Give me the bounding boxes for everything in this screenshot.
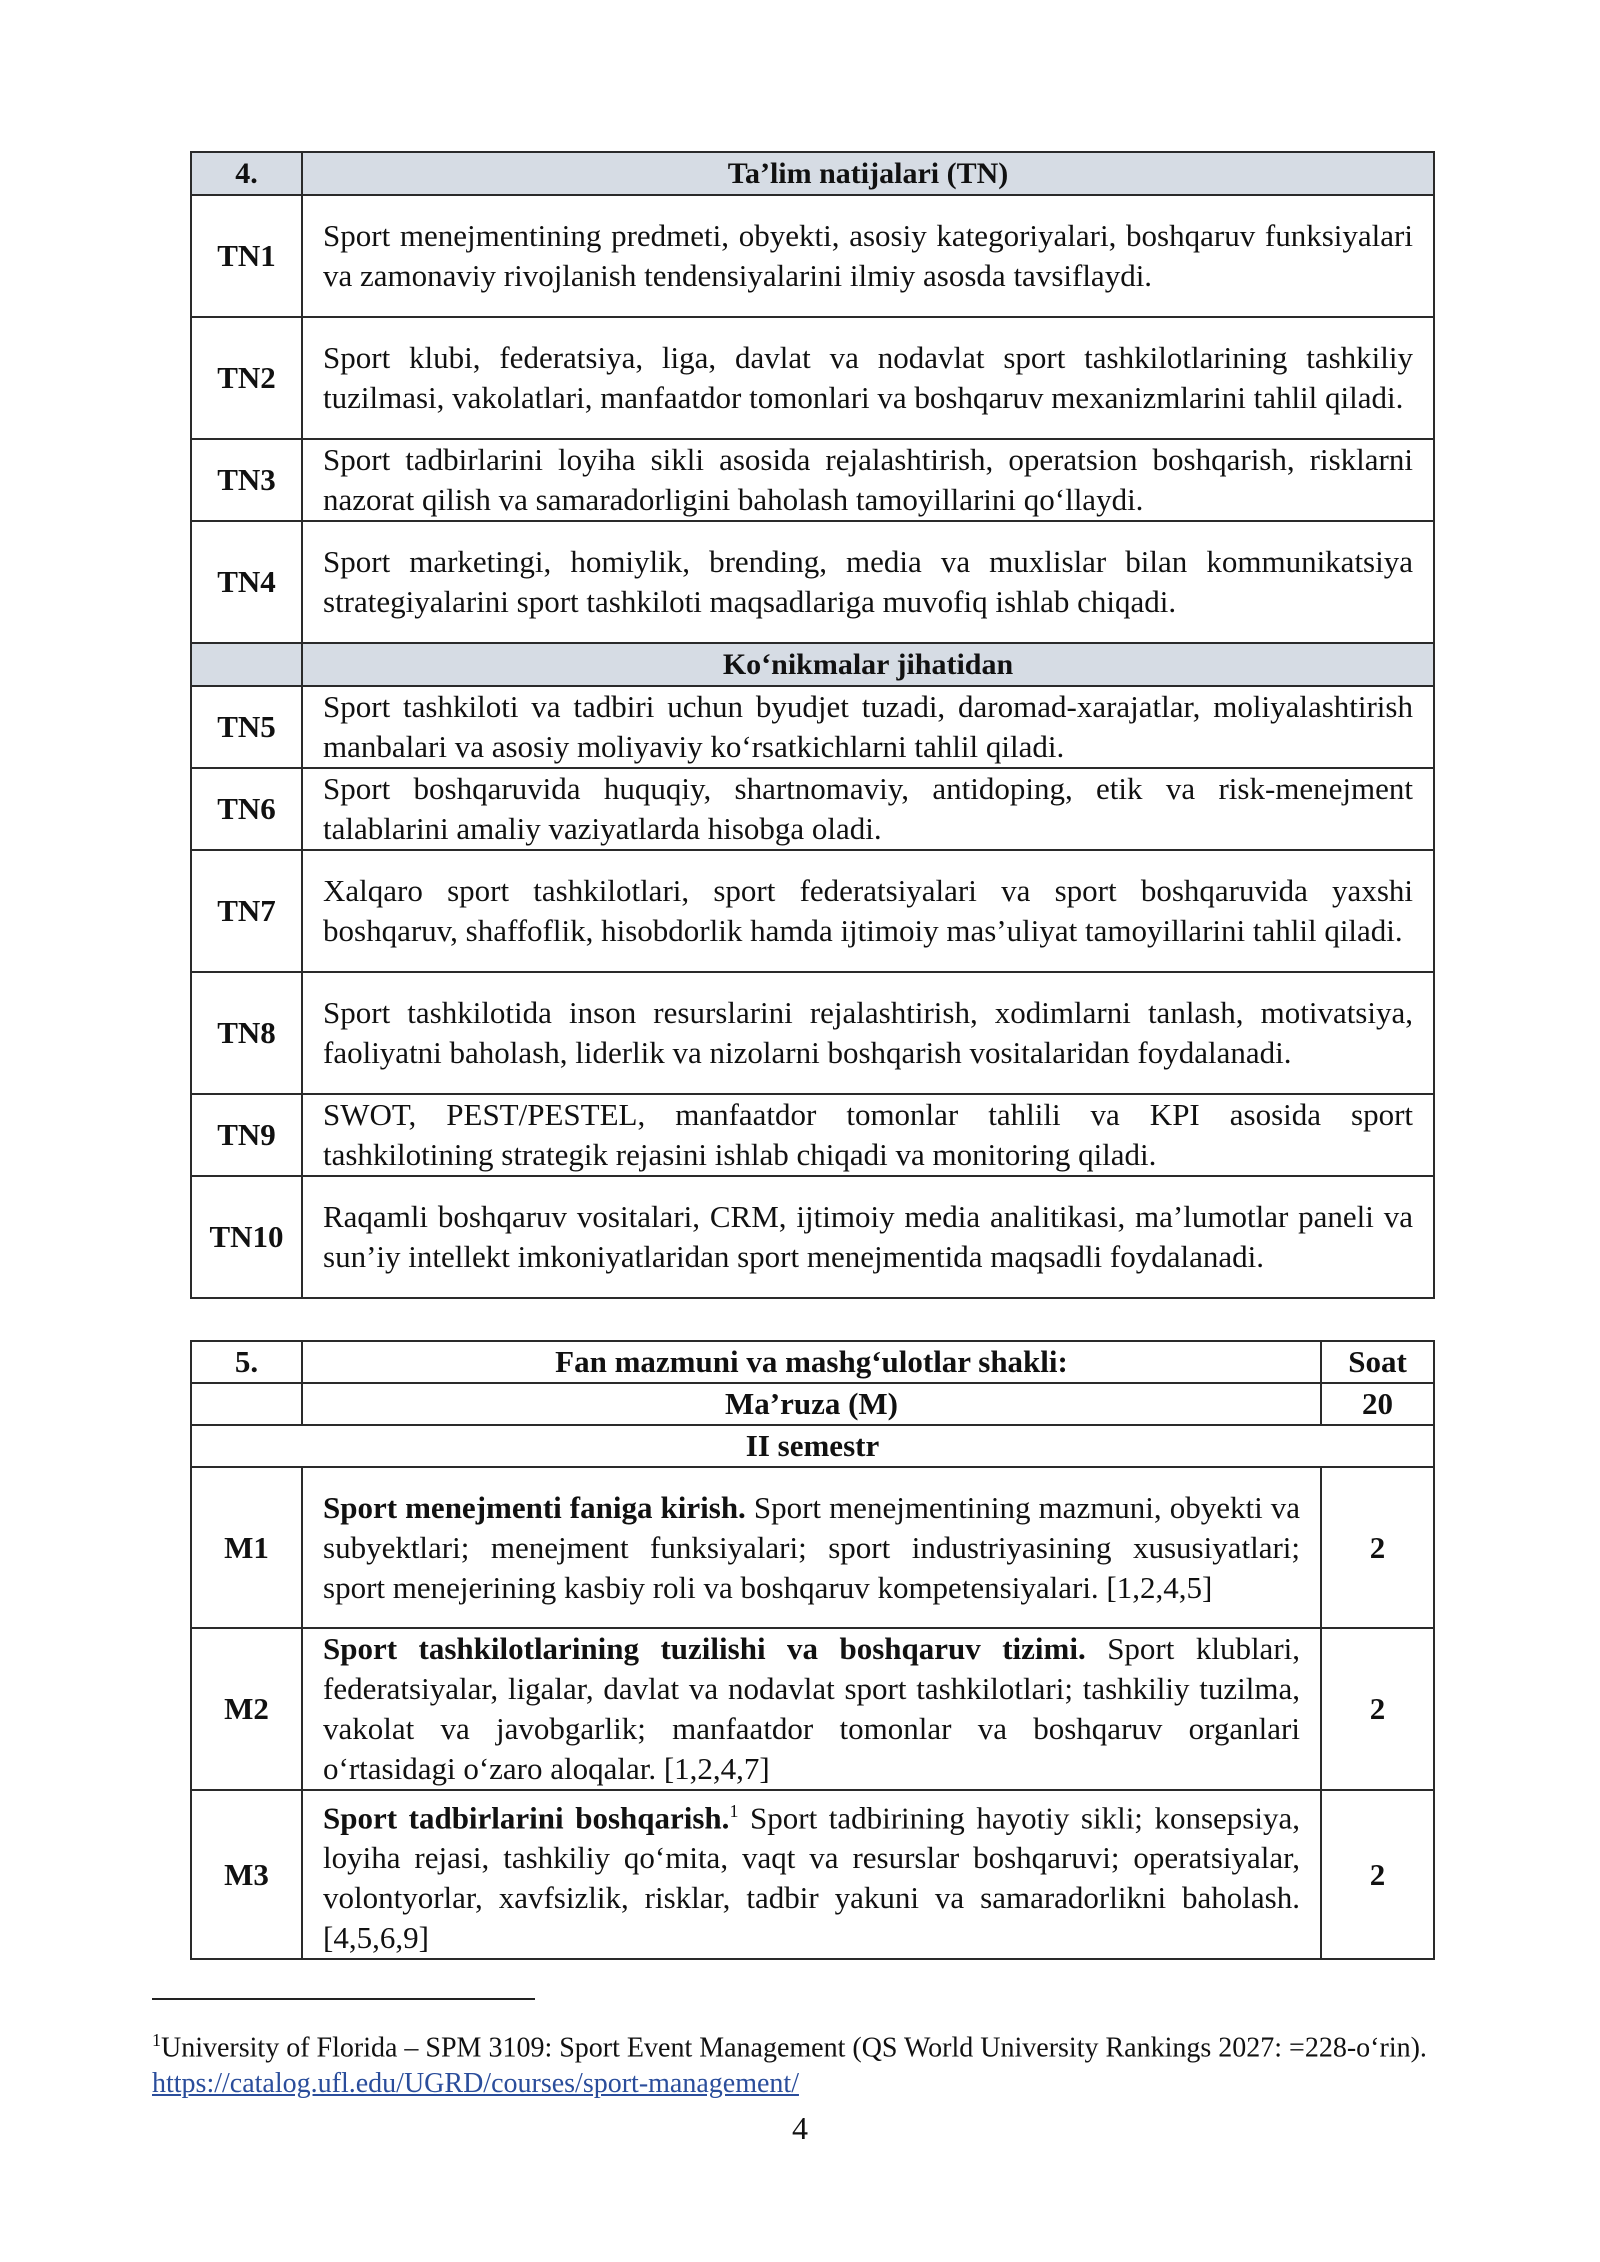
learning-outcomes-table xyxy=(190,151,1435,1299)
lecture-hours-cell: 2 xyxy=(1321,1790,1434,1959)
outcome-text: Sport klubi, federatsiya, liga, davlat va nodavlat sport tashkilotlarining tashkiliy tuzilmasi, vakolatlari, manfaatdor tomonlari va boshqaruv mexanizmlarini tahlil qiladi. xyxy=(302,317,1434,439)
section-title: Ta’lim natijalari (TN) xyxy=(302,152,1434,195)
empty-cell xyxy=(191,643,302,686)
lecture-hours: 20 xyxy=(1321,1383,1434,1425)
outcome-text: Sport tashkiloti va tadbiri uchun byudjet tuzadi, daromad-xarajatlar, moliyalashtirish manbalari va asosiy moliyaviy ko‘rsatkichlarni tahlil qiladi. xyxy=(302,686,1434,768)
outcome-text: Sport tashkilotida inson resurslarini rejalashtirish, xodimlarni tanlash, motivatsiya, faoliyatni baholash, liderlik va nizolarni boshqarish vositalaridan foydalanadi. xyxy=(302,972,1434,1094)
lecture-hours-cell: 2 xyxy=(1321,1628,1434,1790)
outcome-code: TN5 xyxy=(191,686,302,768)
outcome-text: Sport boshqaruvida huquqiy, shartnomaviy, antidoping, etik va risk-menejment talablarini amaliy vaziyatlarda hisobga oladi. xyxy=(302,768,1434,850)
outcome-code: TN4 xyxy=(191,521,302,643)
table-row xyxy=(191,439,1434,521)
footnote-text: University of Florida – SPM 3109: Sport Event Management (QS World University Rankings 2027: =228-o‘rin). xyxy=(161,2032,1427,2064)
lecture-body: Sport tadbirining hayotiy sikli; konsepsiya, loyiha rejasi, tashkiliy qo‘mita, vaqt va resurslar boshqaruvi; operatsiyalar, volontyorlar, xavfsizlik, risklar, tadbir yakuni va samaradorlikni baholash. [4,5,6,9] xyxy=(323,1800,1300,1956)
lecture-title: Sport tashkilotlarining tuzilishi va boshqaruv tizimi. xyxy=(323,1631,1086,1666)
lecture-label: Ma’ruza (M) xyxy=(302,1383,1321,1425)
outcome-text: Xalqaro sport tashkilotlari, sport federatsiyalari va sport boshqaruvida yaxshi boshqaruv, shaffoflik, hisobdorlik hamda ijtimoiy mas’uliyat tamoyillarini tahlil qiladi. xyxy=(302,850,1434,972)
footnote-link[interactable]: https://catalog.ufl.edu/UGRD/courses/sport-management/ xyxy=(152,2068,799,2100)
lecture-code: M1 xyxy=(191,1467,302,1628)
section-number: 4. xyxy=(191,152,302,195)
outcome-text: Sport marketingi, homiylik, brending, media va muxlislar bilan kommunikatsiya strategiyalarini sport tashkiloti maqsadlariga muvofiq ishlab chiqadi. xyxy=(302,521,1434,643)
lecture-text xyxy=(302,1467,1321,1628)
table-row xyxy=(191,1467,1434,1628)
table-row xyxy=(191,768,1434,850)
outcome-code: TN7 xyxy=(191,850,302,972)
outcome-text: Sport tadbirlarini loyiha sikli asosida rejalashtirish, operatsion boshqarish, risklarni nazorat qilish va samaradorligini baholash tamoyillarini qo‘llaydi. xyxy=(302,439,1434,521)
page-number: 4 xyxy=(792,2110,808,2146)
section-number: 5. xyxy=(191,1341,302,1383)
table-row xyxy=(191,1628,1434,1790)
footnote-ref[interactable]: 1 xyxy=(729,1801,739,1821)
table-row xyxy=(191,850,1434,972)
table-row xyxy=(191,1176,1434,1298)
lecture-code: M3 xyxy=(191,1790,302,1959)
outcome-code: TN1 xyxy=(191,195,302,317)
empty-cell xyxy=(191,1383,302,1425)
lecture-title: Sport menejmenti faniga kirish. xyxy=(323,1489,746,1525)
table-row xyxy=(191,972,1434,1094)
table-row xyxy=(191,195,1434,317)
outcome-text: Sport menejmentining predmeti, obyekti, asosiy kategoriyalari, boshqaruv funksiyalari va zamonaviy rivojlanish tendensiyalarini ilmiy asosda tavsiflaydi. xyxy=(302,195,1434,317)
outcome-text: Raqamli boshqaruv vositalari, CRM, ijtimoiy media analitikasi, ma’lumotlar paneli va sun’iy intellekt imkoniyatlaridan sport menejmentida maqsadli foydalanadi. xyxy=(302,1176,1434,1298)
footnote-mark: 1 xyxy=(152,2030,161,2050)
hours-header: Soat xyxy=(1321,1341,1434,1383)
content-header-row xyxy=(191,1341,1434,1383)
lecture-summary-row xyxy=(191,1383,1434,1425)
lecture-code: M2 xyxy=(191,1628,302,1790)
section-title: Fan mazmuni va mashg‘ulotlar shakli: xyxy=(302,1341,1321,1383)
footnote xyxy=(152,2022,1442,2102)
semester-row xyxy=(191,1425,1434,1467)
lecture-title: Sport tadbirlarini boshqarish. xyxy=(323,1800,730,1836)
course-content-table xyxy=(190,1340,1435,1960)
outcome-code: TN2 xyxy=(191,317,302,439)
table-row xyxy=(191,317,1434,439)
outcome-code: TN6 xyxy=(191,768,302,850)
outcomes-header-row xyxy=(191,152,1434,195)
lecture-text xyxy=(302,1790,1321,1959)
outcome-code: TN10 xyxy=(191,1176,302,1298)
footnote-separator xyxy=(152,1998,535,2000)
outcome-text: SWOT, PEST/PESTEL, manfaatdor tomonlar tahlili va KPI asosida sport tashkilotining strategik rejasini ishlab chiqadi va monitoring qiladi. xyxy=(302,1094,1434,1176)
lecture-hours-cell: 2 xyxy=(1321,1467,1434,1628)
table-row xyxy=(191,1094,1434,1176)
outcome-code: TN3 xyxy=(191,439,302,521)
outcome-code: TN9 xyxy=(191,1094,302,1176)
skills-title: Ko‘nikmalar jihatidan xyxy=(302,643,1434,686)
lecture-body: Sport menejmentining mazmuni, obyekti va subyektlari; menejment funksiyalari; sport industriyasining xususiyatlari; sport menejerining kasbiy roli va boshqaruv kompetensiyalari. [1,2,4,5] xyxy=(323,1489,1300,1605)
lecture-body: Sport klublari, federatsiyalar, ligalar, davlat va nodavlat sport tashkilotlari; tashkiliy tuzilma, vakolat va javobgarlik; manfaatdor tomonlar va boshqaruv organlari o‘rtasidagi o‘zaro aloqalar. [1,2,4,7] xyxy=(323,1631,1301,1786)
table-row xyxy=(191,1790,1434,1959)
outcome-code: TN8 xyxy=(191,972,302,1094)
table-row xyxy=(191,686,1434,768)
skills-header-row xyxy=(191,643,1434,686)
semester-label: II semestr xyxy=(191,1425,1434,1467)
table-row xyxy=(191,521,1434,643)
lecture-text xyxy=(302,1628,1321,1790)
